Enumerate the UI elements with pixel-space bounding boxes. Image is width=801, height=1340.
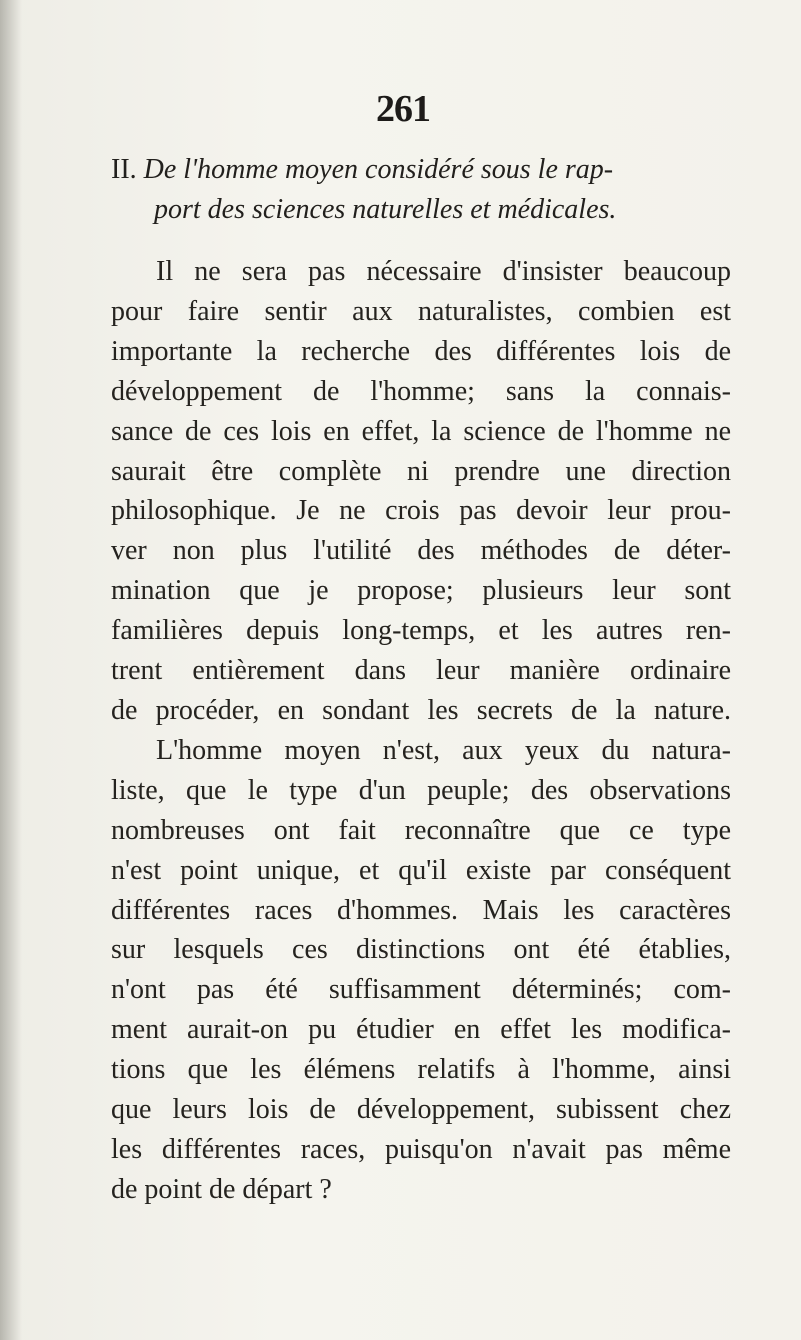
text-line: tions que les élémens relatifs à l'homme, ainsi [111, 1054, 731, 1086]
text-line: de procéder, en sondant les secrets de la nature. [111, 694, 731, 726]
section-title [111, 150, 751, 230]
text-line: n'ont pas été suffisamment déterminés; com- [111, 974, 731, 1006]
text-line: mination que je propose; plusieurs leur sont [111, 575, 731, 607]
text-line: sur lesquels ces distinctions ont été établies, [111, 934, 731, 966]
text-line: pour faire sentir aux naturalistes, combien est [111, 295, 731, 327]
text-line: de point de départ ? [111, 1173, 332, 1205]
body-paragraphs [111, 252, 731, 1210]
section-numeral: II. [111, 154, 137, 185]
page-number: 261 [376, 88, 430, 130]
text-line: Il ne sera pas nécessaire d'insister beaucoup [156, 256, 731, 287]
text-line: trent entièrement dans leur manière ordinaire [111, 655, 731, 687]
text-line: différentes races d'hommes. Mais les caractères [111, 894, 731, 926]
text-line: saurait être complète ni prendre une direction [111, 455, 731, 487]
text-line: les différentes races, puisqu'on n'avait pas même [111, 1133, 731, 1165]
text-line: ver non plus l'utilité des méthodes de déter- [111, 535, 731, 567]
text-line: n'est point unique, et qu'il existe par conséquent [111, 854, 731, 886]
text-line: sance de ces lois en effet, la science de l'homme ne [111, 415, 731, 447]
text-line: ment aurait-on pu étudier en effet les modifica- [111, 1014, 731, 1046]
text-line: familières depuis long-temps, et les autres ren- [111, 615, 731, 647]
section-title-line-1: De l'homme moyen considéré sous le rap- [143, 154, 614, 185]
text-line: que leurs lois de développement, subissent chez [111, 1094, 731, 1126]
text-line: importante la recherche des différentes lois de [111, 335, 731, 367]
page-gutter-shadow [0, 0, 22, 1340]
text-line: développement de l'homme; sans la connais- [111, 375, 731, 407]
text-line: philosophique. Je ne crois pas devoir leur prou- [111, 495, 731, 527]
text-line: L'homme moyen n'est, aux yeux du natura- [156, 734, 731, 766]
section-title-line-2: port des sciences naturelles et médicales. [154, 194, 617, 225]
text-line: liste, que le type d'un peuple; des observations [111, 774, 731, 806]
text-line: nombreuses ont fait reconnaître que ce type [111, 814, 731, 846]
